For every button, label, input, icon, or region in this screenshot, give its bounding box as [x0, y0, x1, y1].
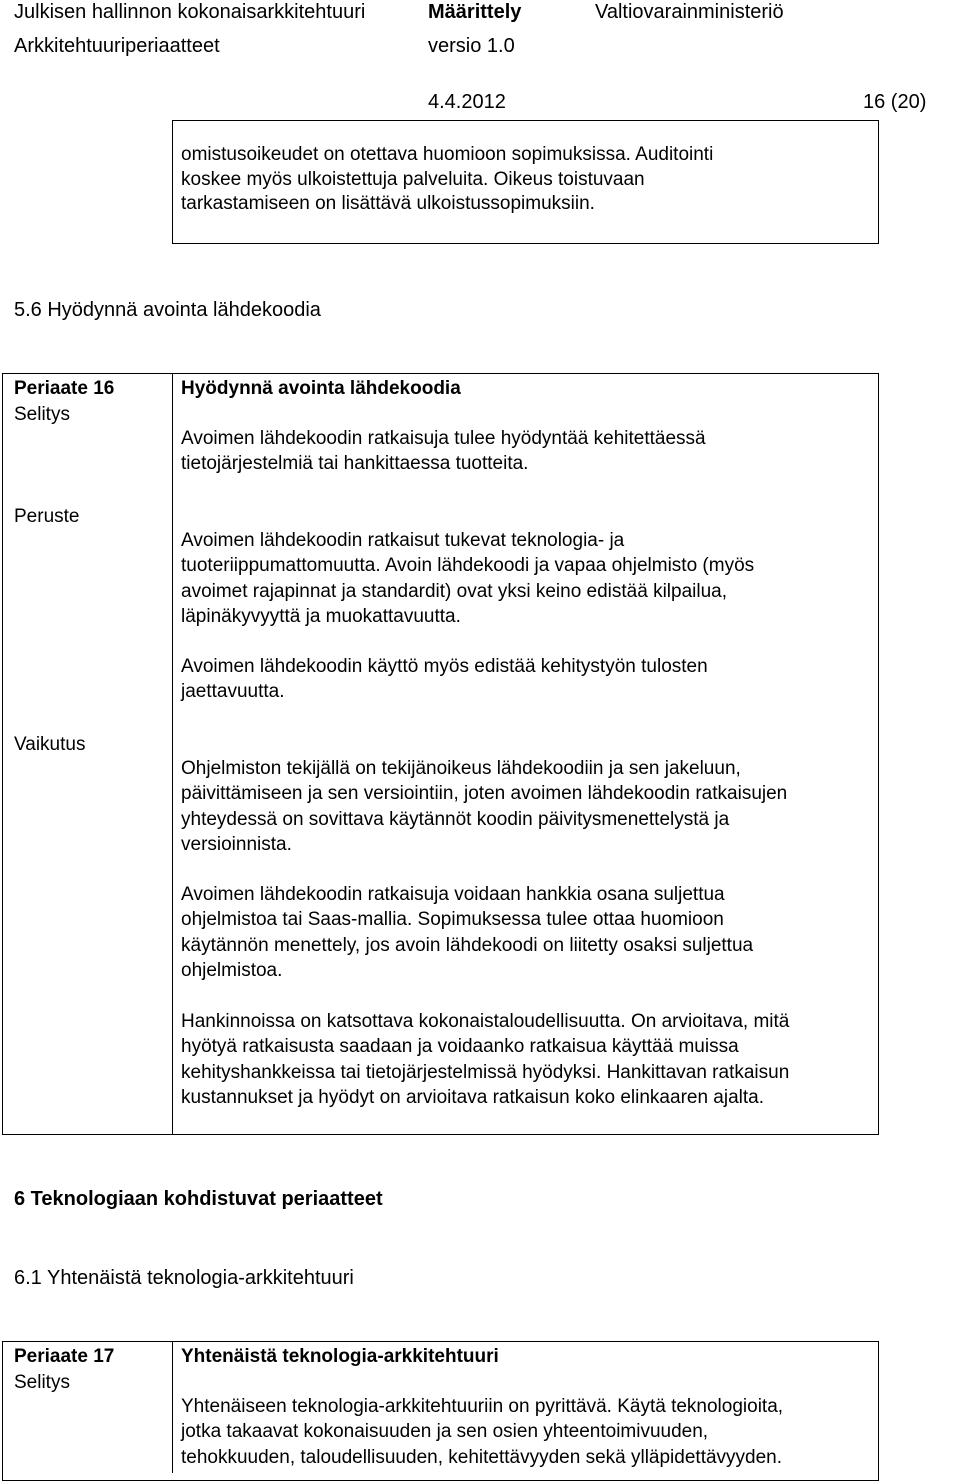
text-line: Avoimen lähdekoodin ratkaisuja voidaan hankkia osana suljettua	[181, 884, 725, 905]
section-heading-6-1: 6.1 Yhtenäistä teknologia-arkkitehtuuri	[14, 1267, 354, 1289]
principle-17-title: Yhtenäistä teknologia-arkkitehtuuri	[181, 1346, 499, 1367]
text-line: avoimet rajapinnat ja standardit) ovat yksi keino edistää kilpailua,	[181, 580, 728, 602]
text-line: hyötyä ratkaisusta saadaan ja voidaanko ratkaisua käyttää muissa	[181, 1036, 739, 1058]
text-line: Avoimen lähdekoodin ratkaisut tukevat teknologia- ja	[181, 530, 625, 551]
principle-16-title: Hyödynnä avointa lähdekoodia	[181, 378, 461, 399]
text-line: jaettavuutta.	[181, 681, 285, 703]
label-explanation: Selitys	[14, 404, 70, 425]
text-line: ohjelmistoa.	[181, 959, 283, 981]
header-org: Julkisen hallinnon kokonaisarkkitehtuuri	[14, 1, 366, 23]
text-line: Ohjelmiston tekijällä on tekijänoikeus lähdekoodiin ja sen jakeluun,	[181, 758, 741, 779]
text-line: Avoimen lähdekoodin ratkaisuja tulee hyödyntää kehitettäessä	[181, 428, 706, 449]
text-line: versioinnista.	[181, 833, 292, 855]
section-heading-5-6: 5.6 Hyödynnä avointa lähdekoodia	[14, 299, 321, 321]
header-title: Arkkitehtuuriperiaatteet	[14, 35, 220, 57]
text-line: tarkastamiseen on lisättävä ulkoistussopimuksiin.	[181, 193, 595, 214]
label-rationale: Peruste	[14, 506, 80, 527]
label-explanation: Selitys	[14, 1372, 70, 1393]
text-line: kustannukset ja hyödyt on arvioitava ratkaisun koko elinkaaren ajalta.	[181, 1086, 765, 1108]
text-line: tuoteriippumattomuutta. Avoin lähdekoodi ja vapaa ohjelmisto (myös	[181, 555, 755, 577]
text-line: tietojärjestelmiä tai hankittaessa tuotteita.	[181, 453, 529, 475]
header-version: versio 1.0	[428, 35, 515, 57]
continuation-text	[181, 143, 713, 217]
text-line: tehokkuuden, taloudellisuuden, kehitettävyyden sekä ylläpidettävyyden.	[181, 1446, 783, 1468]
label-principle-16: Periaate 16	[14, 378, 115, 399]
label-principle-17: Periaate 17	[14, 1346, 115, 1367]
header-date: 4.4.2012	[428, 91, 506, 113]
text-line: läpinäkyvyyttä ja muokattavuutta.	[181, 605, 461, 627]
text-line: omistusoikeudet on otettava huomioon sopimuksissa. Auditointi	[181, 144, 714, 165]
header-doc-type: Määrittely	[428, 1, 522, 23]
principle-16-impact-1	[181, 756, 787, 857]
header-page-number: 16 (20)	[863, 91, 927, 113]
text-line: ohjelmistoa tai Saas-mallia. Sopimuksessa tulee ottaa huomioon	[181, 909, 724, 931]
table-divider	[172, 1341, 173, 1473]
text-line: Avoimen lähdekoodin käyttö myös edistää kehitystyön tulosten	[181, 656, 708, 677]
text-line: jotka takaavat kokonaisuuden ja sen osien yhteentoimivuuden,	[181, 1421, 709, 1443]
section-heading-6: 6 Teknologiaan kohdistuvat periaatteet	[14, 1188, 383, 1210]
header-ministry: Valtiovarainministeriö	[595, 1, 784, 23]
text-line: koskee myös ulkoistettuja palveluita. Oikeus toistuvaan	[181, 168, 645, 190]
principle-16-rationale-1	[181, 528, 754, 629]
table-divider	[172, 373, 173, 1135]
text-line: Yhtenäiseen teknologia-arkkitehtuuriin on pyrittävä. Käytä teknologioita,	[181, 1396, 784, 1417]
label-impact: Vaikutus	[14, 734, 86, 755]
principle-16-explanation	[181, 426, 706, 477]
text-line: käytännön menettely, jos avoin lähdekoodi on liitetty osaksi suljettua	[181, 934, 754, 956]
principle-17-explanation	[181, 1394, 783, 1470]
principle-16-impact-3	[181, 1009, 789, 1110]
principle-16-impact-2	[181, 882, 753, 983]
text-line: päivittämiseen ja sen versiointiin, joten avoimen lähdekoodin ratkaisujen	[181, 783, 788, 805]
text-line: kehityshankkeissa tai tietojärjestelmissä hyödyksi. Hankittavan ratkaisun	[181, 1061, 790, 1083]
text-line: yhteydessä on sovittava käytännöt koodin päivitysmenettelystä ja	[181, 808, 730, 830]
text-line: Hankinnoissa on katsottava kokonaistaloudellisuutta. On arvioitava, mitä	[181, 1011, 790, 1032]
principle-16-rationale-2	[181, 654, 708, 705]
